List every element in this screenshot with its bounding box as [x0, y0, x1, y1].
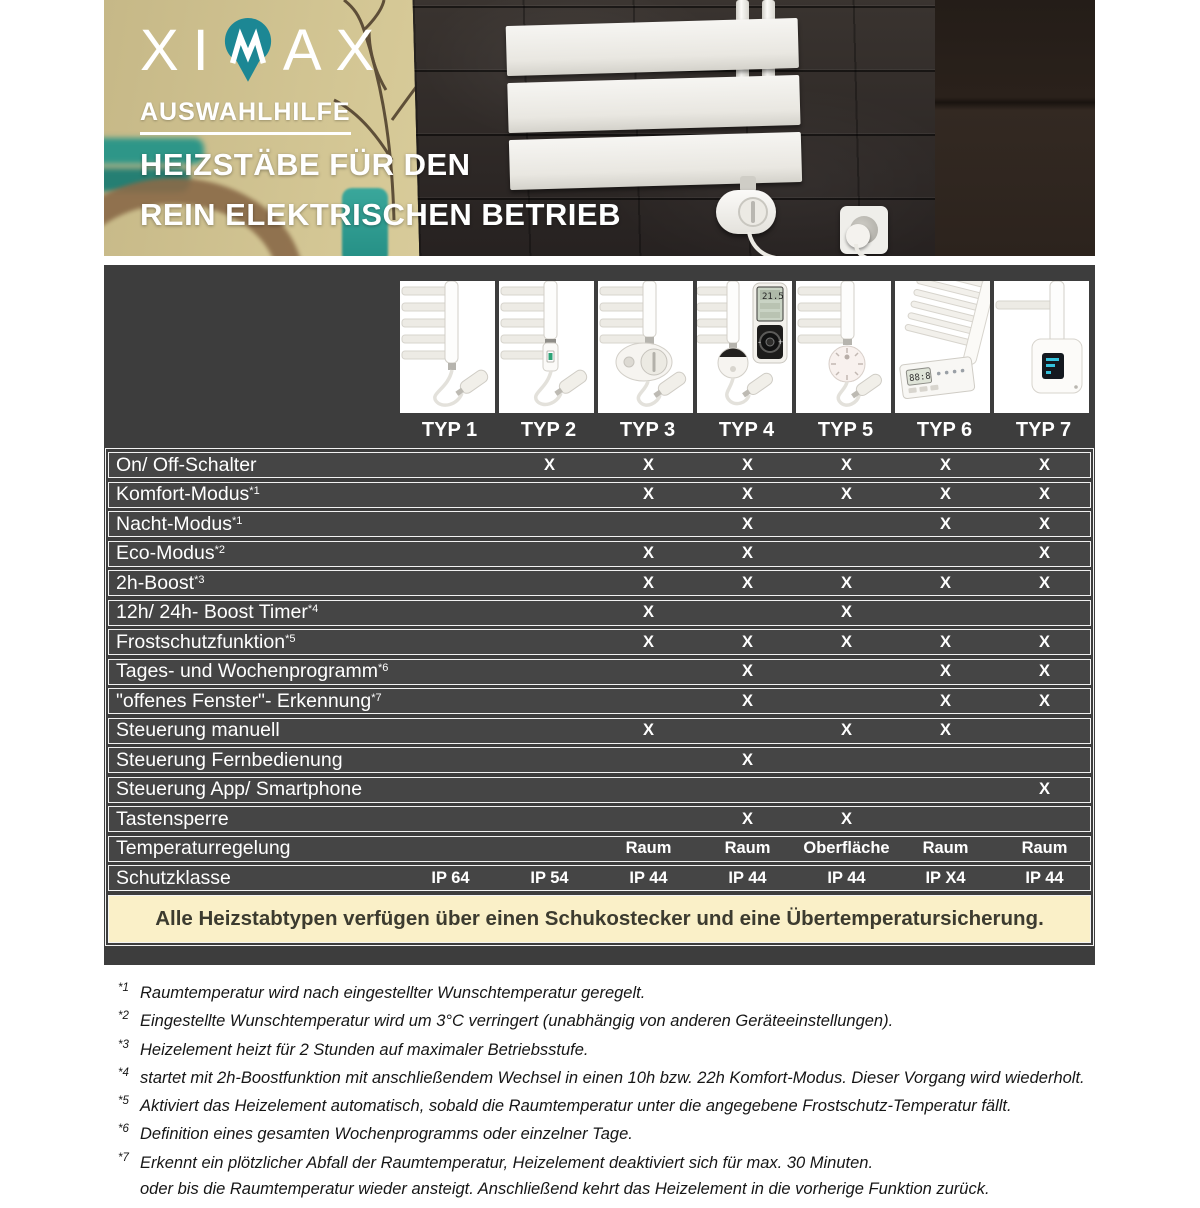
footnote-text: Heizelement heizt für 2 Stunden auf maximaler Betriebsstufe.	[140, 1040, 589, 1059]
table-cell: X	[939, 573, 951, 592]
table-cell: X	[741, 662, 753, 680]
table-cell: X	[1038, 514, 1050, 533]
row-label: Temperaturregelung	[116, 837, 291, 859]
feature-table	[105, 448, 1094, 946]
footnote-marker: *3	[118, 1038, 129, 1051]
footnote	[118, 1095, 1118, 1123]
svg-text:+: +	[778, 337, 784, 347]
table-row	[108, 836, 1091, 862]
hero-banner	[104, 0, 1095, 256]
column-header-typ1: TYP 1	[421, 419, 478, 441]
footnote-text: Raumtemperatur wird nach eingestellter Wunschtemperatur geregelt.	[140, 984, 646, 1002]
bathroom-cabinet	[935, 0, 1095, 256]
table-cell: X	[741, 573, 753, 592]
footnote-marker: *4	[118, 1066, 129, 1079]
table-cell: Raum	[922, 839, 969, 857]
footnote-text: startet mit 2h-Boostfunktion mit anschließendem Wechsel in einen 10h bzw. 22h Komfort-Modus. Dieser Vorgang wird wiederholt.	[140, 1068, 1085, 1087]
product-image-typ1	[400, 281, 495, 413]
hero-eyebrow: AUSWAHLHILFE	[140, 98, 351, 135]
table-cell: IP 44	[728, 868, 767, 887]
footnote-marker: *1	[118, 982, 129, 994]
footnote	[118, 1152, 1118, 1180]
product-image-typ5	[796, 281, 891, 413]
table-row	[108, 452, 1091, 478]
table-cell: X	[642, 573, 654, 592]
footnote	[118, 1067, 1118, 1095]
table-row	[108, 482, 1091, 508]
row-label: 12h/ 24h- Boost Timer$^{*4}$	[116, 601, 319, 623]
footnote	[118, 1039, 1118, 1067]
table-cell: Raum	[625, 839, 672, 857]
hero-title-line2: REIN ELEKTRISCHEN BETRIEB	[140, 197, 621, 232]
table-cell: X	[1038, 691, 1050, 710]
column-header-typ6: TYP 6	[916, 419, 973, 441]
footnote-text: Erkennt ein plötzlicher Abfall der Raumtemperatur, Heizelement deaktiviert sich für max. 30 Minuten.	[140, 1153, 874, 1172]
table-cell: Raum	[724, 839, 771, 857]
power-cables	[704, 220, 924, 256]
column-header-typ4: TYP 4	[718, 419, 775, 441]
remote-control	[753, 283, 787, 363]
hero-title-line1: HEIZSTÄBE FÜR DEN	[140, 147, 471, 182]
logo-text-left: XI	[140, 18, 223, 83]
table-cell: X	[741, 485, 753, 503]
row-label: Steuerung Fernbedienung	[116, 748, 343, 771]
table-cell: X	[642, 455, 654, 474]
table-cell: X	[939, 691, 951, 710]
footnote	[118, 1123, 1118, 1151]
table-cell: X	[1038, 780, 1050, 798]
table-cell: X	[840, 603, 852, 621]
table-cell: IP 44	[1025, 868, 1064, 887]
table-cell: X	[642, 544, 654, 562]
note-banner: Alle Heizstabtypen verfügen über einen Schukostecker und eine Übertemperatursicherung.	[108, 895, 1091, 943]
product-image-typ7	[994, 281, 1089, 413]
table-cell: X	[741, 632, 753, 651]
column-header-typ2: TYP 2	[520, 419, 577, 441]
heating-rod-digital-box-icon	[994, 281, 1089, 413]
table-cell: X	[1038, 455, 1050, 474]
ximax-logo	[140, 18, 621, 84]
table-cell: X	[543, 455, 555, 474]
row-label: On/ Off-Schalter	[116, 453, 257, 476]
table-row	[108, 865, 1091, 891]
row-label: 2h-Boost$^{*3}$	[116, 571, 205, 594]
table-row	[108, 511, 1091, 537]
footnote-marker: *5	[118, 1095, 129, 1108]
heating-rod-thermostat-dial-icon	[796, 281, 891, 413]
table-cell: X	[741, 455, 753, 474]
column-header-typ5: TYP 5	[817, 419, 874, 441]
footnote	[118, 982, 1118, 1010]
table-cell: IP 64	[431, 868, 470, 887]
table-cell: X	[1038, 485, 1050, 503]
heating-rod-dial-control-icon	[598, 281, 693, 413]
table-cell: X	[939, 455, 951, 474]
table-cell: X	[642, 632, 654, 651]
svg-text:88:8: 88:8	[908, 371, 932, 385]
table-cell: X	[840, 632, 852, 651]
heating-rod-remote-control-icon	[697, 281, 792, 413]
heating-rod-led-indicator-icon	[499, 281, 594, 413]
product-image-typ2	[499, 281, 594, 413]
table-cell: X	[741, 809, 753, 828]
table-cell: X	[642, 721, 654, 739]
table-cell: X	[741, 691, 753, 710]
table-row	[108, 777, 1091, 803]
table-cell: Oberfläche	[803, 839, 890, 857]
table-cell: X	[939, 485, 951, 503]
row-label: Frostschutzfunktion$^{*5}$	[116, 630, 296, 653]
footnote-marker: *7	[118, 1151, 129, 1164]
svg-text:-: -	[758, 337, 761, 347]
table-cell: X	[840, 573, 852, 592]
footnote-text: Aktiviert das Heizelement automatisch, sobald die Raumtemperatur unter die angegebene Frostschutz-Temperatur fällt.	[140, 1097, 1012, 1116]
product-image-row	[400, 281, 1093, 413]
table-cell: X	[840, 485, 852, 503]
ximax-teal-m-logo-icon	[219, 18, 277, 84]
table-cell: X	[642, 485, 654, 503]
table-cell: X	[642, 603, 654, 621]
table-row	[108, 718, 1091, 744]
table-row	[108, 659, 1091, 685]
table-cell: X	[1038, 662, 1050, 680]
product-image-typ4	[697, 281, 792, 413]
table-cell: IP 44	[827, 868, 866, 887]
column-header-typ3: TYP 3	[619, 419, 676, 441]
row-label: Schutzklasse	[116, 866, 231, 889]
footnote-marker: *6	[118, 1123, 129, 1136]
table-row	[108, 629, 1091, 655]
footnote-text: Eingestellte Wunschtemperatur wird um 3°C verringert (unabhängig von anderen Geräteeinstellungen).	[140, 1012, 894, 1031]
row-label: Tastensperre	[116, 807, 229, 830]
product-image-typ3	[598, 281, 693, 413]
table-cell: X	[1038, 573, 1050, 592]
row-label: Eco-Modus$^{*2}$	[116, 542, 226, 564]
table-cell: X	[1038, 544, 1050, 562]
table-cell: Raum	[1021, 839, 1068, 857]
table-cell: IP 54	[530, 868, 569, 887]
footnote-marker: *2	[118, 1010, 129, 1023]
column-header-typ7: TYP 7	[1015, 419, 1072, 441]
row-label: "offenes Fenster"- Erkennung$^{*7}$	[116, 689, 382, 712]
table-row	[108, 688, 1091, 714]
table-row	[108, 570, 1091, 596]
heating-rod-plain-cable-icon	[400, 281, 495, 413]
table-cell: X	[840, 809, 852, 828]
table-row	[108, 806, 1091, 832]
column-header-row	[400, 419, 1093, 442]
table-cell: IP 44	[629, 868, 668, 887]
table-cell: X	[939, 721, 951, 739]
footnote	[118, 1010, 1118, 1038]
comparison-table-panel	[104, 265, 1095, 965]
radiator-control-console-icon	[895, 281, 990, 413]
table-cell: X	[741, 514, 753, 533]
row-label: Tages- und Wochenprogramm$^{*6}$	[116, 660, 389, 682]
table-cell: X	[741, 750, 753, 769]
table-cell: X	[741, 544, 753, 562]
footnotes	[118, 982, 1118, 1208]
table-cell: X	[1038, 632, 1050, 651]
row-label: Nacht-Modus$^{*1}$	[116, 512, 243, 535]
table-cell: X	[939, 662, 951, 680]
footnote	[118, 1180, 1118, 1208]
table-cell: X	[840, 455, 852, 474]
footnote-text: oder bis die Raumtemperatur wieder ansteigt. Anschließend kehrt das Heizelement in die vorherige Funktion zurück.	[140, 1180, 990, 1199]
product-image-typ6	[895, 281, 990, 413]
row-label: Steuerung App/ Smartphone	[116, 778, 363, 800]
table-row	[108, 541, 1091, 567]
table-cell: X	[939, 514, 951, 533]
svg-text:21.5: 21.5	[762, 292, 784, 302]
row-label: Steuerung manuell	[116, 719, 280, 741]
footnote-text: Definition eines gesamten Wochenprogramms oder einzelner Tage.	[140, 1125, 633, 1144]
table-cell: X	[840, 721, 852, 739]
table-cell: X	[939, 632, 951, 651]
table-row	[108, 600, 1091, 626]
table-row	[108, 747, 1091, 773]
logo-text-right: AX	[282, 18, 389, 83]
table-cell: IP X4	[925, 868, 966, 887]
row-label: Komfort-Modus$^{*1}$	[116, 483, 260, 505]
